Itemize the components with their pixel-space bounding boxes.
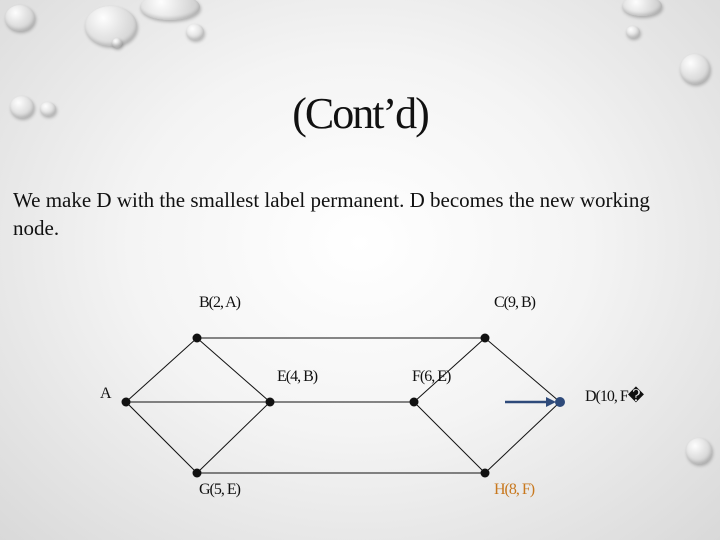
edge-h-d bbox=[485, 402, 560, 473]
node-label-c: C(9, B) bbox=[494, 294, 535, 311]
edge-c-d bbox=[485, 338, 560, 402]
edge-a-b bbox=[126, 338, 197, 402]
slide-body-text: We make D with the smallest label permanent. D becomes the new working node. bbox=[13, 188, 650, 240]
node-f bbox=[410, 398, 419, 407]
node-g bbox=[193, 469, 202, 478]
node-label-b: B(2, A) bbox=[199, 294, 240, 311]
edge-g-e bbox=[197, 402, 270, 473]
node-label-e: E(4, B) bbox=[277, 368, 318, 385]
node-e bbox=[266, 398, 275, 407]
node-label-d: D(10, F� bbox=[585, 388, 644, 405]
graph-edges bbox=[126, 338, 560, 473]
node-c bbox=[481, 334, 490, 343]
node-label-g: G(5, E) bbox=[199, 481, 240, 498]
edge-a-g bbox=[126, 402, 197, 473]
edge-b-e bbox=[197, 338, 270, 402]
slide-title: (Cont’d) bbox=[292, 89, 428, 138]
edge-f-h bbox=[414, 402, 485, 473]
arrowhead-icon bbox=[546, 397, 556, 407]
graph-nodes bbox=[122, 334, 566, 478]
node-label-a: A bbox=[100, 385, 111, 402]
node-a bbox=[122, 398, 131, 407]
node-b bbox=[193, 334, 202, 343]
node-label-f: F(6, E) bbox=[412, 368, 451, 385]
node-h bbox=[481, 469, 490, 478]
node-label-h: H(8, F) bbox=[494, 481, 535, 498]
node-d bbox=[555, 397, 565, 407]
